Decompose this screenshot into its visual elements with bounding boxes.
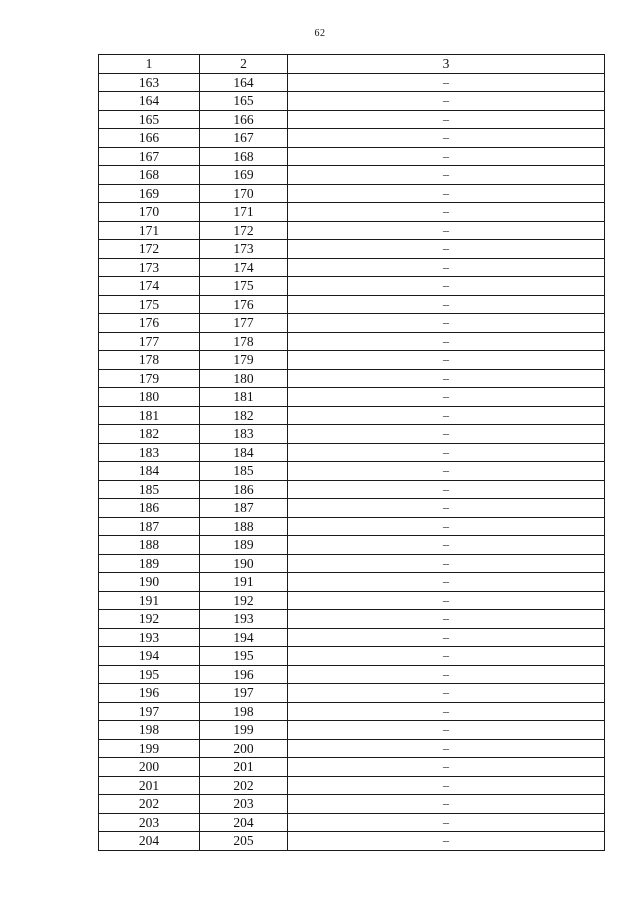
table-cell-col-2: 185 <box>200 462 288 481</box>
column-header-3: 3 <box>288 55 605 74</box>
table-row <box>99 92 605 111</box>
table-cell-col-1: 189 <box>99 554 200 573</box>
header-row <box>99 55 605 74</box>
data-table <box>98 54 605 851</box>
table-cell-col-1: 196 <box>99 684 200 703</box>
table-cell-col-3: – <box>288 721 605 740</box>
table-cell-col-3: – <box>288 573 605 592</box>
table-cell-col-3: – <box>288 388 605 407</box>
table-cell-col-3: – <box>288 332 605 351</box>
table-cell-col-3: – <box>288 499 605 518</box>
table-cell-col-2: 200 <box>200 739 288 758</box>
table-cell-col-3: – <box>288 832 605 851</box>
table-cell-col-3: – <box>288 369 605 388</box>
table-cell-col-3: – <box>288 73 605 92</box>
table-row <box>99 388 605 407</box>
table-row <box>99 110 605 129</box>
table-row <box>99 406 605 425</box>
table-cell-col-1: 170 <box>99 203 200 222</box>
table-cell-col-2: 174 <box>200 258 288 277</box>
table-row <box>99 591 605 610</box>
table-cell-col-1: 195 <box>99 665 200 684</box>
table-row <box>99 776 605 795</box>
table-row <box>99 351 605 370</box>
table-cell-col-3: – <box>288 203 605 222</box>
table-row <box>99 147 605 166</box>
table-row <box>99 129 605 148</box>
table-row <box>99 721 605 740</box>
table-cell-col-3: – <box>288 462 605 481</box>
table-cell-col-2: 168 <box>200 147 288 166</box>
table-row <box>99 443 605 462</box>
table-cell-col-1: 172 <box>99 240 200 259</box>
table-cell-col-2: 188 <box>200 517 288 536</box>
table-cell-col-2: 195 <box>200 647 288 666</box>
table-cell-col-2: 193 <box>200 610 288 629</box>
table-cell-col-3: – <box>288 628 605 647</box>
table-row <box>99 295 605 314</box>
table-cell-col-3: – <box>288 813 605 832</box>
table-cell-col-2: 192 <box>200 591 288 610</box>
table-row <box>99 499 605 518</box>
table-row <box>99 332 605 351</box>
table-row <box>99 832 605 851</box>
table-row <box>99 277 605 296</box>
table-cell-col-3: – <box>288 221 605 240</box>
table-cell-col-2: 189 <box>200 536 288 555</box>
table-cell-col-2: 176 <box>200 295 288 314</box>
table-cell-col-3: – <box>288 758 605 777</box>
table-cell-col-1: 171 <box>99 221 200 240</box>
table-cell-col-1: 176 <box>99 314 200 333</box>
table-row <box>99 554 605 573</box>
table-row <box>99 425 605 444</box>
table-row <box>99 314 605 333</box>
table-cell-col-1: 183 <box>99 443 200 462</box>
table-row <box>99 813 605 832</box>
table-cell-col-3: – <box>288 184 605 203</box>
table-cell-col-2: 179 <box>200 351 288 370</box>
table-cell-col-1: 201 <box>99 776 200 795</box>
table-cell-col-1: 186 <box>99 499 200 518</box>
table-header <box>99 55 605 74</box>
table-cell-col-1: 178 <box>99 351 200 370</box>
table-cell-col-3: – <box>288 536 605 555</box>
table-row <box>99 369 605 388</box>
table-cell-col-3: – <box>288 129 605 148</box>
table-cell-col-2: 165 <box>200 92 288 111</box>
table-cell-col-3: – <box>288 166 605 185</box>
table-row <box>99 795 605 814</box>
table-cell-col-1: 188 <box>99 536 200 555</box>
table-cell-col-1: 163 <box>99 73 200 92</box>
table-cell-col-1: 175 <box>99 295 200 314</box>
table-cell-col-2: 204 <box>200 813 288 832</box>
table-cell-col-1: 165 <box>99 110 200 129</box>
table-row <box>99 258 605 277</box>
table-row <box>99 573 605 592</box>
table-cell-col-3: – <box>288 92 605 111</box>
table-cell-col-1: 193 <box>99 628 200 647</box>
table-row <box>99 73 605 92</box>
table-cell-col-1: 173 <box>99 258 200 277</box>
table-cell-col-3: – <box>288 110 605 129</box>
table-cell-col-2: 205 <box>200 832 288 851</box>
table-cell-col-2: 177 <box>200 314 288 333</box>
table-row <box>99 739 605 758</box>
table-cell-col-2: 181 <box>200 388 288 407</box>
table-cell-col-2: 167 <box>200 129 288 148</box>
table-cell-col-3: – <box>288 258 605 277</box>
table-cell-col-1: 181 <box>99 406 200 425</box>
table-cell-col-3: – <box>288 314 605 333</box>
table-cell-col-2: 173 <box>200 240 288 259</box>
column-header-1: 1 <box>99 55 200 74</box>
table-cell-col-2: 184 <box>200 443 288 462</box>
table-cell-col-1: 191 <box>99 591 200 610</box>
table-cell-col-3: – <box>288 665 605 684</box>
table-cell-col-2: 169 <box>200 166 288 185</box>
table-cell-col-1: 182 <box>99 425 200 444</box>
table-cell-col-2: 172 <box>200 221 288 240</box>
table-cell-col-1: 177 <box>99 332 200 351</box>
table-cell-col-3: – <box>288 739 605 758</box>
table-cell-col-1: 185 <box>99 480 200 499</box>
table-cell-col-2: 191 <box>200 573 288 592</box>
table-cell-col-3: – <box>288 647 605 666</box>
table-cell-col-3: – <box>288 425 605 444</box>
table-cell-col-2: 183 <box>200 425 288 444</box>
table-row <box>99 480 605 499</box>
table-cell-col-2: 175 <box>200 277 288 296</box>
table-cell-col-2: 199 <box>200 721 288 740</box>
table-cell-col-3: – <box>288 610 605 629</box>
table-cell-col-3: – <box>288 554 605 573</box>
table-cell-col-1: 166 <box>99 129 200 148</box>
table-cell-col-2: 180 <box>200 369 288 388</box>
table-cell-col-3: – <box>288 684 605 703</box>
table-cell-col-3: – <box>288 591 605 610</box>
table-cell-col-2: 194 <box>200 628 288 647</box>
table-cell-col-2: 198 <box>200 702 288 721</box>
table-body <box>99 73 605 850</box>
table-cell-col-3: – <box>288 147 605 166</box>
table-cell-col-3: – <box>288 406 605 425</box>
table-cell-col-1: 204 <box>99 832 200 851</box>
table-cell-col-3: – <box>288 517 605 536</box>
table-cell-col-1: 190 <box>99 573 200 592</box>
table-cell-col-1: 192 <box>99 610 200 629</box>
table-cell-col-1: 167 <box>99 147 200 166</box>
table-cell-col-3: – <box>288 702 605 721</box>
page-number: 62 <box>314 28 326 39</box>
table-row <box>99 684 605 703</box>
table-row <box>99 536 605 555</box>
table-cell-col-2: 203 <box>200 795 288 814</box>
table-cell-col-2: 190 <box>200 554 288 573</box>
table-cell-col-3: – <box>288 480 605 499</box>
table-cell-col-2: 202 <box>200 776 288 795</box>
column-header-2: 2 <box>200 55 288 74</box>
table-cell-col-1: 187 <box>99 517 200 536</box>
table-cell-col-1: 202 <box>99 795 200 814</box>
table-cell-col-2: 186 <box>200 480 288 499</box>
table-cell-col-2: 164 <box>200 73 288 92</box>
table-cell-col-3: – <box>288 351 605 370</box>
table-row <box>99 702 605 721</box>
table-cell-col-1: 164 <box>99 92 200 111</box>
table-cell-col-1: 179 <box>99 369 200 388</box>
table-cell-col-3: – <box>288 776 605 795</box>
table-cell-col-1: 174 <box>99 277 200 296</box>
table-cell-col-3: – <box>288 295 605 314</box>
table-cell-col-2: 196 <box>200 665 288 684</box>
table-cell-col-1: 168 <box>99 166 200 185</box>
table-cell-col-3: – <box>288 795 605 814</box>
table-cell-col-2: 201 <box>200 758 288 777</box>
table-cell-col-1: 203 <box>99 813 200 832</box>
table-row <box>99 184 605 203</box>
table-cell-col-1: 199 <box>99 739 200 758</box>
table-cell-col-1: 200 <box>99 758 200 777</box>
table-cell-col-3: – <box>288 240 605 259</box>
table-cell-col-1: 194 <box>99 647 200 666</box>
table-row <box>99 628 605 647</box>
table-cell-col-3: – <box>288 277 605 296</box>
table-row <box>99 517 605 536</box>
table-row <box>99 758 605 777</box>
table-cell-col-2: 166 <box>200 110 288 129</box>
table-row <box>99 665 605 684</box>
table-cell-col-1: 180 <box>99 388 200 407</box>
table-row <box>99 221 605 240</box>
table-cell-col-1: 197 <box>99 702 200 721</box>
table-cell-col-1: 184 <box>99 462 200 481</box>
table-row <box>99 647 605 666</box>
table-cell-col-2: 178 <box>200 332 288 351</box>
table-cell-col-1: 169 <box>99 184 200 203</box>
table-row <box>99 462 605 481</box>
table-row <box>99 240 605 259</box>
table-cell-col-2: 187 <box>200 499 288 518</box>
table-cell-col-1: 198 <box>99 721 200 740</box>
table-cell-col-2: 182 <box>200 406 288 425</box>
table-row <box>99 166 605 185</box>
table-cell-col-2: 197 <box>200 684 288 703</box>
table-cell-col-2: 171 <box>200 203 288 222</box>
table-row <box>99 610 605 629</box>
table-row <box>99 203 605 222</box>
table-cell-col-3: – <box>288 443 605 462</box>
table-cell-col-2: 170 <box>200 184 288 203</box>
